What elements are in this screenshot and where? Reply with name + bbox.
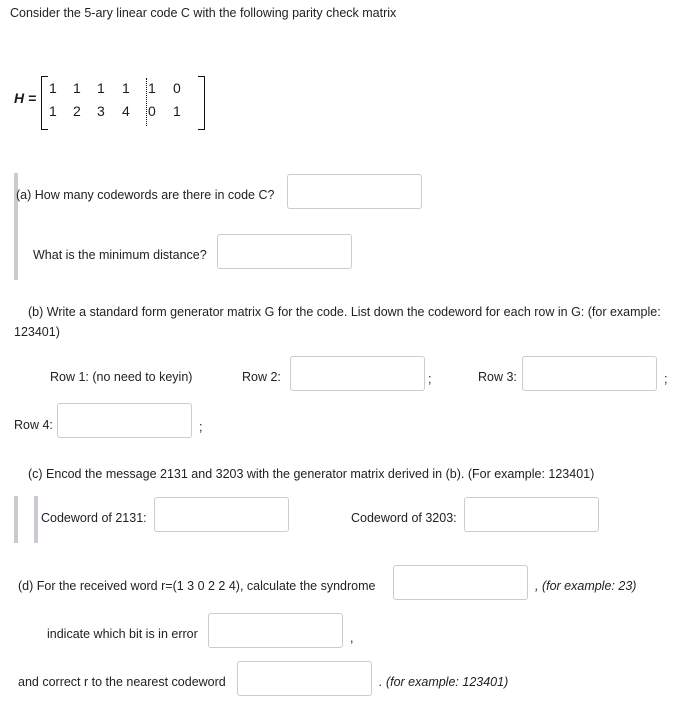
separator: ; (428, 372, 432, 386)
question-b-line1: (b) Write a standard form generator matrix G for the code. List down the codeword for each row in G: (for example: (28, 305, 661, 319)
matrix-entry: 0 (148, 103, 156, 119)
problem-title: Consider the 5-ary linear code C with the following parity check matrix (10, 6, 397, 20)
right-bracket (198, 76, 205, 130)
codeword-3203-input[interactable] (464, 497, 599, 532)
matrix-entry: 3 (97, 103, 105, 119)
matrix-entry: 1 (49, 80, 57, 96)
matrix-label: H = (14, 90, 37, 106)
corrected-example: . (for example: 123401) (379, 675, 509, 689)
matrix-entry: 1 (148, 80, 156, 96)
codeword-2131-label: Codeword of 2131: (41, 511, 147, 525)
matrix-divider (146, 78, 147, 126)
correct-label: and correct r to the nearest codeword (18, 675, 226, 689)
codeword-3203-label: Codeword of 3203: (351, 511, 457, 525)
matrix-entry: 1 (122, 80, 130, 96)
error-bit-label: indicate which bit is in error (47, 627, 198, 641)
matrix-entry: 1 (73, 80, 81, 96)
matrix-entry: 0 (173, 80, 181, 96)
syndrome-example: , (for example: 23) (535, 579, 637, 593)
min-distance-input[interactable] (217, 234, 352, 269)
question-d: (d) For the received word r=(1 3 0 2 2 4), calculate the syndrome (18, 579, 376, 593)
min-distance-label: What is the minimum distance? (33, 248, 207, 262)
matrix-entry: 1 (97, 80, 105, 96)
separator: ; (664, 372, 668, 386)
section-bar (34, 496, 38, 543)
error-bit-input[interactable] (208, 613, 343, 648)
codewords-count-input[interactable] (287, 174, 422, 209)
syndrome-input[interactable] (393, 565, 528, 600)
row2-label: Row 2: (242, 370, 281, 384)
matrix-entry: 1 (173, 103, 181, 119)
matrix-entry: 1 (49, 103, 57, 119)
matrix-entry: 4 (122, 103, 130, 119)
left-bracket (41, 76, 48, 130)
section-bar (14, 496, 18, 543)
row2-input[interactable] (290, 356, 425, 391)
row1-label: Row 1: (no need to keyin) (50, 370, 193, 384)
codeword-2131-input[interactable] (154, 497, 289, 532)
comma: , (350, 631, 354, 645)
row4-input[interactable] (57, 403, 192, 438)
matrix-entry: 2 (73, 103, 81, 119)
row4-label: Row 4: (14, 418, 53, 432)
question-a: (a) How many codewords are there in code C? (16, 188, 275, 202)
row3-label: Row 3: (478, 370, 517, 384)
row3-input[interactable] (522, 356, 657, 391)
corrected-codeword-input[interactable] (237, 661, 372, 696)
separator: ; (199, 420, 203, 434)
question-b-line2: 123401) (14, 325, 60, 339)
question-c: (c) Encod the message 2131 and 3203 with the generator matrix derived in (b). (For example: 123401) (28, 467, 595, 481)
